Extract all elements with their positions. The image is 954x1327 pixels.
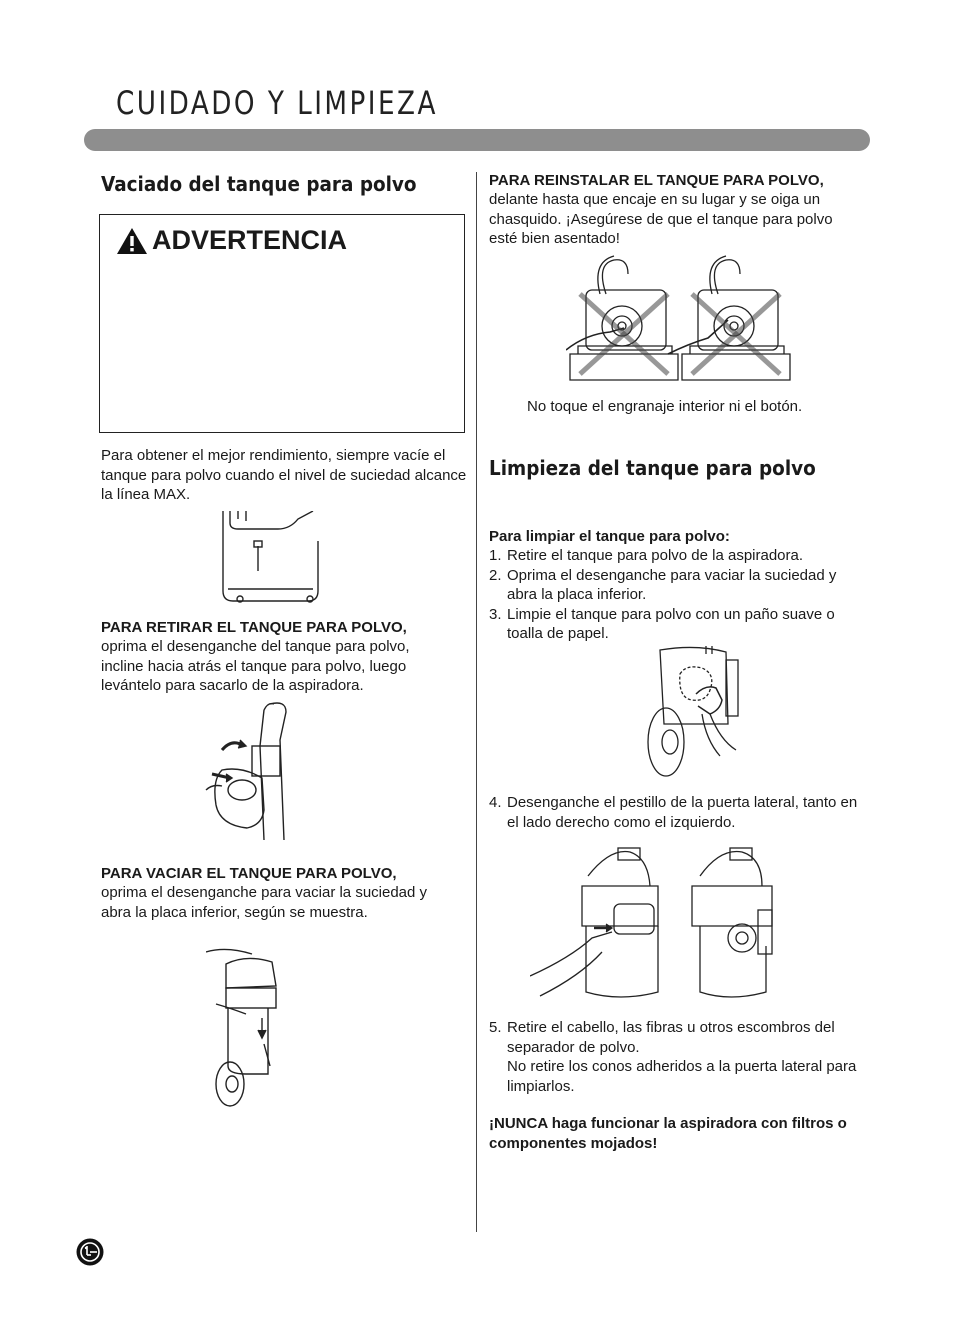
warning-title-text: ADVERTENCIA (152, 225, 348, 255)
step-number: 4. (489, 794, 502, 811)
step-3 (489, 605, 861, 644)
step-text: Limpie el tanque para polvo con un paño suave o toalla de papel. (507, 605, 835, 642)
step-number: 3. (489, 605, 502, 623)
tank-figure-right (692, 848, 772, 997)
warning-box (99, 214, 465, 433)
step-number: 5. (489, 1019, 502, 1036)
cleaning-steps-1-3 (489, 546, 861, 644)
warning-title (116, 225, 347, 256)
intro-text: Para obtener el mejor rendimiento, siempre vacíe el tanque para polvo cuando el nivel de suciedad alcance la línea MAX. (101, 447, 467, 503)
reinstall-text: delante hasta que encaje en su lugar y se oiga un chasquido. ¡Asegúrese de que el tanque para polvo esté bien asentado! (489, 191, 833, 247)
wipe-tank-illustration (636, 644, 742, 780)
do-not-touch-illustration (566, 254, 792, 386)
empty-tank-illustration (206, 946, 290, 1110)
step-text: Desenganche el pestillo de la puerta lateral, tanto en el lado derecho como el izquierdo. (507, 794, 858, 831)
clean-title: Para limpiar el tanque para polvo: (489, 528, 730, 545)
cleaning-step-5 (489, 1018, 861, 1096)
do-not-touch-caption: No toque el engranaje interior ni el botón. (527, 398, 803, 415)
step-5-note: No retire los conos adheridos a la puerta lateral para limpiarlos. (507, 1058, 857, 1095)
dust-bin-max-illustration (218, 511, 328, 607)
remove-tank-illustration (202, 700, 302, 846)
step-2 (489, 566, 861, 605)
step-text: Retire el cabello, las fibras u otros escombros del separador de polvo. (507, 1019, 835, 1056)
vacuum-figure-left (566, 256, 678, 380)
empty-title: PARA VACIAR EL TANQUE PARA POLVO, (101, 865, 397, 882)
column-divider (476, 172, 477, 1232)
tank-figure-left (530, 848, 658, 997)
step-text: Retire el tanque para polvo de la aspiradora. (507, 547, 804, 564)
vacuum-figure-right (668, 256, 790, 380)
empty-text: oprima el desenganche para vaciar la suciedad y abra la placa inferior, según se muestra. (101, 884, 428, 921)
never-warning-text: ¡NUNCA haga funcionar la aspiradora con filtros o componentes mojados! (489, 1115, 847, 1152)
step-4 (489, 793, 861, 832)
section-heading-emptying: Vaciado del tanque para polvo (101, 172, 417, 196)
page-title: CUIDADO Y LIMPIEZA (116, 84, 438, 122)
cleaning-step-4 (489, 793, 861, 832)
step-number: 1. (489, 547, 502, 564)
step-number: 2. (489, 566, 502, 584)
reinstall-title: PARA REINSTALAR EL TANQUE PARA POLVO, (489, 172, 824, 189)
step-text: Oprima el desenganche para vaciar la suciedad y abra la placa inferior. (507, 566, 837, 603)
step-5 (489, 1018, 861, 1096)
side-door-latch-illustration (530, 846, 780, 1004)
title-bar (84, 129, 870, 151)
warning-icon (116, 227, 148, 255)
lg-logo-icon (76, 1238, 104, 1266)
section-heading-cleaning: Limpieza del tanque para polvo (489, 456, 816, 480)
remove-text: oprima el desenganche del tanque para polvo, incline hacia atrás el tanque para polvo, luego levántelo para sacarlo de la aspiradora. (101, 638, 410, 694)
remove-title: PARA RETIRAR EL TANQUE PARA POLVO, (101, 619, 407, 636)
step-1 (489, 546, 861, 566)
